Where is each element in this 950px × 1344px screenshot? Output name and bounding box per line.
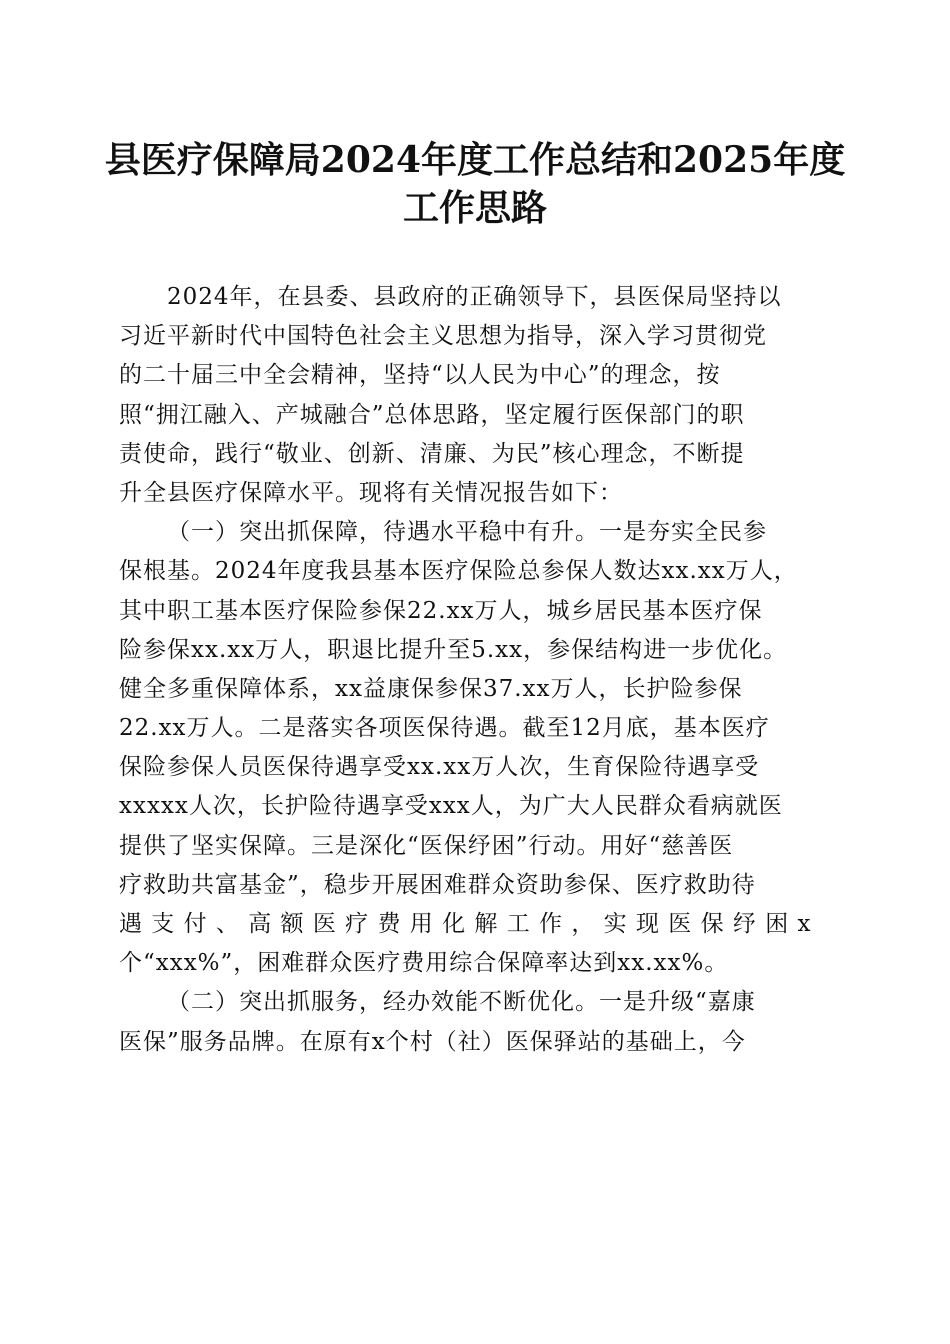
body-line: 责使命，践行“敬业、创新、清廉、为民”核心理念，不断提 <box>119 440 745 467</box>
body-line: 保根基。2024年度我县基本医疗保险总参保人数达xx.xx万人， <box>119 558 798 585</box>
document-body <box>119 278 831 1062</box>
section-heading-line: （一）突出抓保障，待遇水平稳中有升。一是夯实全民参 <box>167 519 767 546</box>
body-line: 医保”服务品牌。在原有x个村（社）医保驿站的基础上，今 <box>119 1028 746 1055</box>
body-line: 疗救助共富基金”，稳步开展困难群众资助参保、医疗救助待 <box>119 871 756 898</box>
body-line: 22.xx万人。二是落实各项医保待遇。截至12月底，基本医疗 <box>119 715 770 742</box>
document-title-line-2: 工作思路 <box>402 187 547 229</box>
section-heading-line: （二）突出抓服务，经办效能不断优化。一是升级“嘉康 <box>167 989 756 1016</box>
body-line: xxxxx人次，长护险待遇享受xxx人，为广大人民群众看病就医 <box>119 793 783 820</box>
body-line: 的二十届三中全会精神，坚持“以人民为中心”的理念，按 <box>119 362 721 389</box>
body-line: 其中职工基本医疗保险参保22.xx万人，城乡居民基本医疗保 <box>119 597 763 624</box>
body-line-spaced: 遇 支 付 、 高 额 医 疗 费 用 化 解 工 作 ， 实 现 医 保 纾 困 x <box>119 911 812 937</box>
body-line: 健全多重保障体系，xx益康保参保37.xx万人，长护险参保 <box>119 675 743 702</box>
body-line: 个“xxx%”，困难群众医疗费用综合保障率达到xx.xx%。 <box>119 950 729 977</box>
body-line: 照“拥江融入、产城融合”总体思路，坚定履行医保部门的职 <box>119 401 745 428</box>
body-line: 提供了坚实保障。三是深化“医保纾困”行动。用好“慈善医 <box>119 832 734 859</box>
body-line: 2024年，在县委、县政府的正确领导下，县医保局坚持以 <box>167 284 782 310</box>
document-title-line-1: 县医疗保障局2024年度工作总结和2025年度 <box>104 139 846 181</box>
body-line: 险参保xx.xx万人，职退比提升至5.xx，参保结构进一步优化。 <box>119 636 788 663</box>
body-line: 习近平新时代中国特色社会主义思想为指导，深入学习贯彻党 <box>119 323 767 350</box>
body-line: 升全县医疗保障水平。现将有关情况报告如下： <box>119 479 623 506</box>
body-line: 保险参保人员医保待遇享受xx.xx万人次，生育保险待遇享受 <box>119 754 760 781</box>
